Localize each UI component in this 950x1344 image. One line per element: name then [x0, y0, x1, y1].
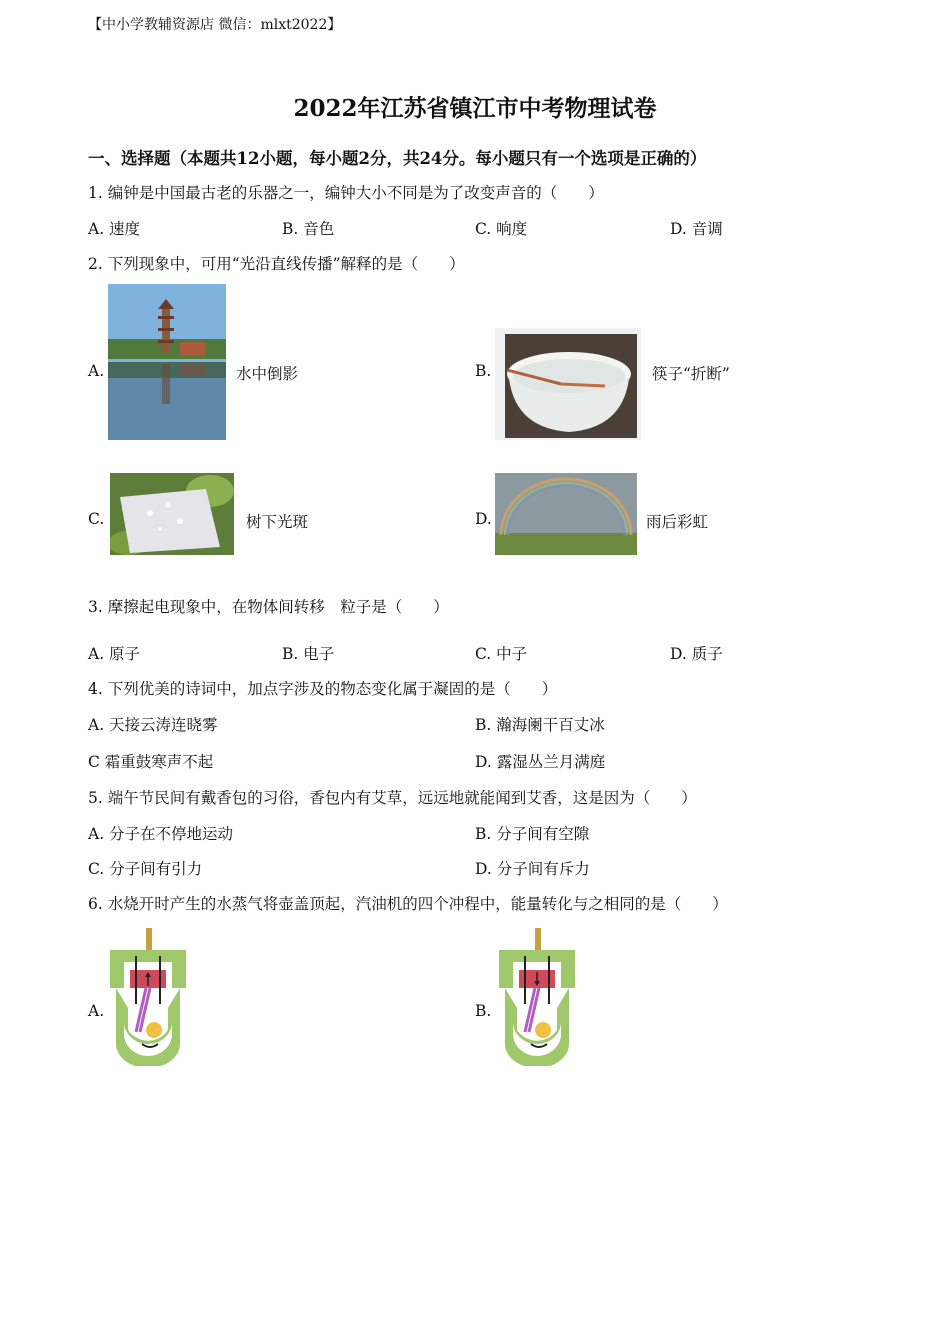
- question-5-stem: 5. 端午节民间有戴香包的习俗，香包内有艾草，远远地就能闻到艾香，这是因为（ ）: [88, 789, 697, 807]
- q4-option-b: B. 瀚海阑干百丈冰: [475, 716, 605, 734]
- q1-option-b: B. 音色: [282, 220, 335, 238]
- rainbow-image: [495, 473, 637, 555]
- q2-label-b: B.: [475, 362, 492, 380]
- q2-label-a: A.: [88, 362, 105, 380]
- header-text: 【中小学教辅资源店 微信：mlxt2022】: [88, 17, 342, 33]
- engine-stroke-b-diagram: [495, 926, 579, 1066]
- chopstick-bowl-image: [495, 328, 641, 440]
- q5-option-b: B. 分子间有空隙: [475, 825, 590, 843]
- light-spots-image: [110, 473, 234, 555]
- question-3-stem: 3. 摩擦起电现象中，在物体间转移 粒子是（ ）: [88, 598, 449, 616]
- page-title: 2022年江苏省镇江市中考物理试卷: [293, 95, 657, 122]
- q2-label-c: C.: [88, 510, 105, 528]
- q2-caption-b: 筷子“折断”: [652, 365, 730, 383]
- q1-option-a: A. 速度: [88, 220, 141, 238]
- q3-option-d: D. 质子: [670, 645, 723, 663]
- q6-label-b: B.: [475, 1002, 492, 1020]
- q4-option-c: C 霜重鼓寒声不起: [88, 753, 214, 771]
- section-heading: 一、选择题（本题共12小题，每小题2分，共24分。每小题只有一个选项是正确的）: [88, 149, 707, 168]
- q1-option-d: D. 音调: [670, 220, 723, 238]
- question-1-stem: 1. 编钟是中国最古老的乐器之一，编钟大小不同是为了改变声音的（ ）: [88, 184, 604, 202]
- q2-caption-c: 树下光斑: [246, 513, 309, 531]
- q2-caption-a: 水中倒影: [236, 365, 299, 383]
- q4-option-d: D. 露湿丛兰月满庭: [475, 753, 606, 771]
- q3-option-a: A. 原子: [88, 645, 141, 663]
- q2-caption-d: 雨后彩虹: [646, 513, 709, 531]
- q5-option-c: C. 分子间有引力: [88, 860, 203, 878]
- question-6-stem: 6. 水烧开时产生的水蒸气将壶盖顶起，汽油机的四个冲程中，能量转化与之相同的是（ ）: [88, 895, 728, 913]
- q5-option-d: D. 分子间有斥力: [475, 860, 590, 878]
- q4-option-a: A. 天接云涛连晓雾: [88, 716, 218, 734]
- question-4-stem: 4. 下列优美的诗词中，加点字涉及的物态变化属于凝固的是（ ）: [88, 680, 558, 698]
- engine-stroke-a-diagram: [106, 926, 190, 1066]
- question-2-stem: 2. 下列现象中，可用“光沿直线传播”解释的是（ ）: [88, 255, 465, 273]
- q6-label-a: A.: [88, 1002, 105, 1020]
- q2-label-d: D.: [475, 510, 492, 528]
- q1-option-c: C. 响度: [475, 220, 528, 238]
- q5-option-a: A. 分子在不停地运动: [88, 825, 234, 843]
- pagoda-reflection-image: [108, 284, 226, 440]
- q3-option-c: C. 中子: [475, 645, 528, 663]
- q3-option-b: B. 电子: [282, 645, 335, 663]
